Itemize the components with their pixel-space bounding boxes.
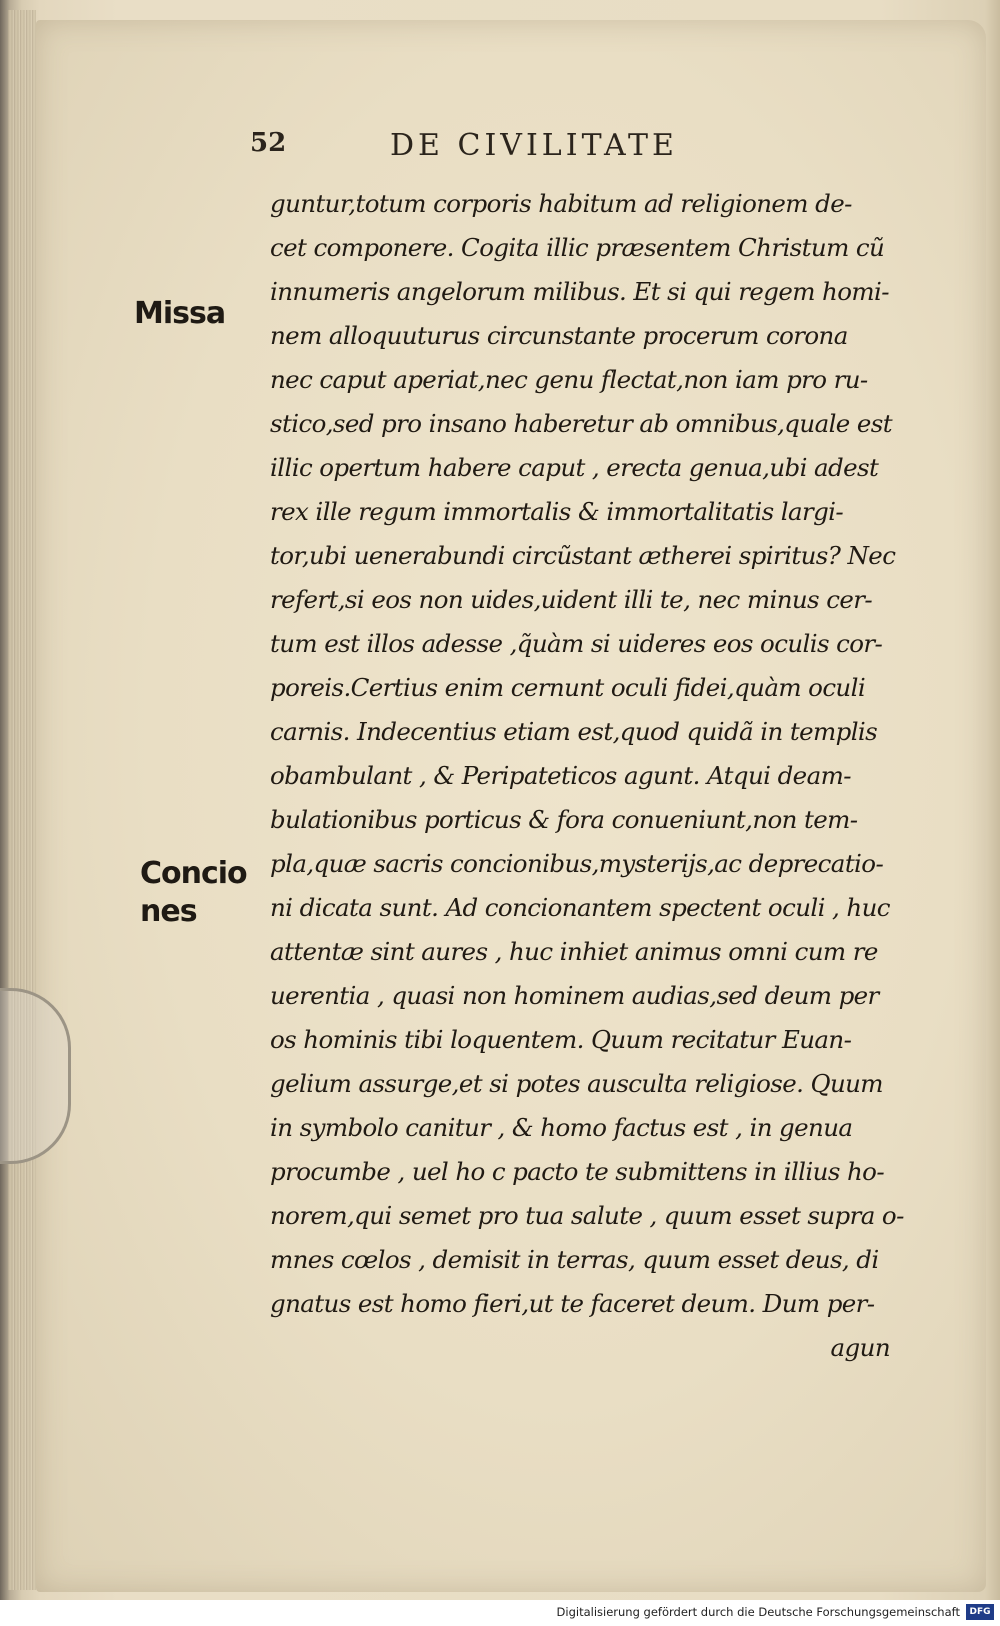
text-line: tum est illos adesse ,q̃uàm si uideres eos oculis cor- xyxy=(270,629,883,658)
text-line: refert,si eos non uides,uident illi te, nec minus cer- xyxy=(270,585,873,614)
text-line: nec caput aperiat,nec genu flectat,non iam pro ru- xyxy=(270,365,868,394)
text-line: rex ille regum immortalis & immortalitatis largi- xyxy=(270,497,844,526)
text-line: attentæ sint aures , huc inhiet animus omni cum re xyxy=(270,937,878,966)
text-line: in symbolo canitur , & homo factus est , in genua xyxy=(270,1113,853,1142)
text-line: poreis.Certius enim cernunt oculi fidei,quàm oculi xyxy=(270,673,866,702)
body-text xyxy=(270,182,910,1370)
text-line: norem,qui semet pro tua salute , quum esset supra o- xyxy=(270,1201,904,1230)
running-head xyxy=(250,128,750,168)
dfg-logo-icon: DFG xyxy=(966,1604,994,1620)
digitization-credit: Digitalisierung gefördert durch die Deutsche Forschungsgemeinschaft xyxy=(556,1605,960,1619)
text-line: os hominis tibi loquentem. Quum recitatur Euan- xyxy=(270,1025,852,1054)
text-line: tor,ubi uenerabundi circũstant ætherei spiritus? Nec xyxy=(270,541,896,570)
header-title: DE CIVILITATE xyxy=(390,128,678,163)
text-line: gnatus est homo fieri,ut te faceret deum. Dum per- xyxy=(270,1289,875,1318)
text-line: nem alloquuturus circunstante procerum corona xyxy=(270,321,848,350)
footer-bar xyxy=(0,1600,1000,1626)
text-line: bulationibus porticus & fora conueniunt,non tem- xyxy=(270,805,858,834)
margin-note-conciones xyxy=(140,855,247,931)
text-line: carnis. Indecentius etiam est,quod quidã in templis xyxy=(270,717,878,746)
page-clip xyxy=(0,988,71,1164)
text-line: pla,quæ sacris concionibus,mysterijs,ac deprecatio- xyxy=(270,849,884,878)
catchword: agun xyxy=(830,1333,890,1362)
margin-note-missa: Missa xyxy=(134,296,226,331)
page-number: 52 xyxy=(250,128,287,158)
text-line: illic opertum habere caput , erecta genua,ubi adest xyxy=(270,453,879,482)
page-edges xyxy=(8,10,36,1590)
text-line: uerentia , quasi non hominem audias,sed deum per xyxy=(270,981,879,1010)
text-line: cet componere. Cogita illic præsentem Christum cũ xyxy=(270,233,885,262)
text-line: obambulant , & Peripateticos agunt. Atqui deam- xyxy=(270,761,851,790)
text-line: guntur,totum corporis habitum ad religionem de- xyxy=(270,189,852,218)
text-line: mnes cœlos , demisit in terras, quum esset deus, di xyxy=(270,1245,879,1274)
text-line: stico,sed pro insano haberetur ab omnibus,quale est xyxy=(270,409,893,438)
text-line: procumbe , uel ho c pacto te submittens in illius ho- xyxy=(270,1157,885,1186)
text-line: innumeris angelorum milibus. Et si qui regem homi- xyxy=(270,277,889,306)
text-line: ni dicata sunt. Ad concionantem spectent oculi , huc xyxy=(270,893,890,922)
margin-note-conciones-line2: nes xyxy=(140,894,197,929)
margin-note-conciones-line1: Concio xyxy=(140,856,247,891)
text-line: gelium assurge,et si potes ausculta religiose. Quum xyxy=(270,1069,883,1098)
